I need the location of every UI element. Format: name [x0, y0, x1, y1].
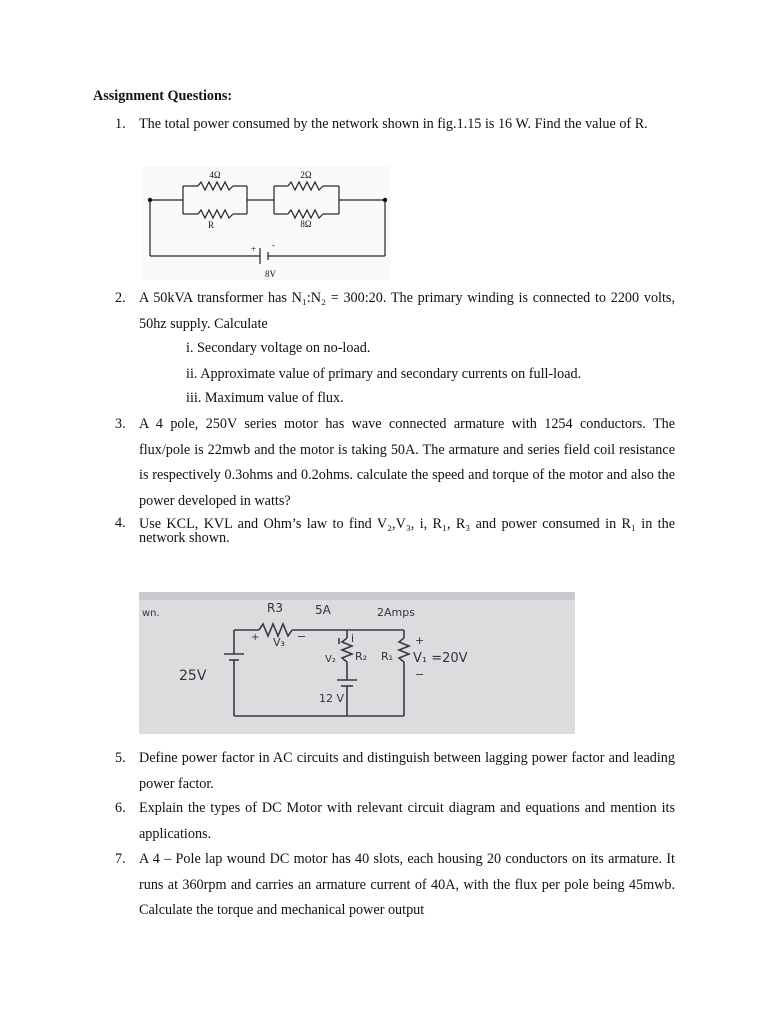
label-current-i: i: [351, 632, 355, 645]
label-r1: R₁: [381, 650, 394, 663]
question-5: [115, 746, 675, 797]
label-v1: V₁ =20V: [413, 651, 468, 666]
assignment-heading: Assignment Questions:: [93, 88, 233, 104]
label-v1-plus: +: [415, 634, 425, 647]
sub-item-iii: iii. Maximum value of flux.: [186, 390, 344, 406]
label-v3-minus: −: [297, 630, 307, 643]
question-text: Explain the types of DC Motor with relevant circuit diagram and equations and mention its applications.: [139, 800, 675, 842]
question-text: A 50kVA transformer has N₁:N₂ = 300:20. The primary winding is connected to 2200 volts, 50hz supply. Calculate: [139, 290, 675, 332]
label-source-12v: 12 V: [319, 692, 345, 705]
question-text: Define power factor in AC circuits and distinguish between lagging power factor and leading power factor.: [139, 750, 675, 792]
battery-voltage-label: 8V: [265, 269, 276, 279]
question-4: [115, 511, 675, 545]
question-text: A 4 – Pole lap wound DC motor has 40 slots, each housing 20 conductors on its armature. It runs at 360rpm and carries an armature current of 40A, with the flux per pole being 45mwb. Calculate the torque and mechanical power output: [139, 851, 675, 918]
sub-item-i: i. Secondary voltage on no-load.: [186, 340, 371, 356]
label-v2: V₂: [325, 654, 336, 665]
label-current-2a: 2Amps: [377, 606, 415, 619]
question-number: 7.: [115, 851, 126, 867]
node-dot: [383, 198, 387, 202]
label-v3-plus: +: [251, 632, 260, 643]
resistor-label-r: R: [207, 220, 215, 230]
question-number: 5.: [115, 750, 126, 766]
label-source-25v: 25V: [179, 668, 207, 684]
question-number: 2.: [115, 290, 126, 306]
battery-minus: -: [272, 240, 275, 250]
question-6: [115, 796, 675, 847]
sub-item-ii: ii. Approximate value of primary and secondary currents on full-load.: [186, 366, 582, 382]
question-7: [115, 847, 675, 924]
resistor-label-2ohm: 2Ω: [300, 170, 312, 180]
resistor-label-8ohm: 8Ω: [300, 219, 312, 229]
label-r3: R3: [267, 601, 283, 615]
question-2: [115, 286, 675, 337]
battery-plus: +: [251, 244, 257, 254]
question-number: 3.: [115, 416, 126, 432]
label-v1-minus: −: [415, 668, 425, 681]
question-text: Use KCL, KVL and Ohm’s law to find V₂,V₃, i, R₁, R₃ and power consumed in R₁ in the network shown.: [139, 516, 675, 546]
question-number: 4.: [115, 515, 126, 531]
question-1: [115, 112, 675, 138]
figure-handdrawn-circuit-photo: [139, 592, 575, 734]
question-3: [115, 412, 675, 514]
figure-series-parallel-circuit: [143, 166, 391, 280]
photo-header-text: wn.: [142, 608, 160, 619]
question-text: The total power consumed by the network shown in fig.1.15 is 16 W. Find the value of R.: [139, 116, 648, 132]
question-text: A 4 pole, 250V series motor has wave connected armature with 1254 conductors. The flux/pole is 22mwb and the motor is taking 50A. The armature and series field coil resistance is respectively 0.3ohms and 0.2ohms. calculate the speed and torque of the motor and also the power developed in watts?: [139, 416, 675, 509]
label-r2: R₂: [355, 650, 368, 663]
label-current-5a: 5A: [315, 603, 331, 617]
question-number: 6.: [115, 800, 126, 816]
question-number: 1.: [115, 116, 126, 132]
label-v3: V₃: [273, 636, 285, 649]
node-dot: [148, 198, 152, 202]
resistor-label-4ohm: 4Ω: [209, 170, 221, 180]
